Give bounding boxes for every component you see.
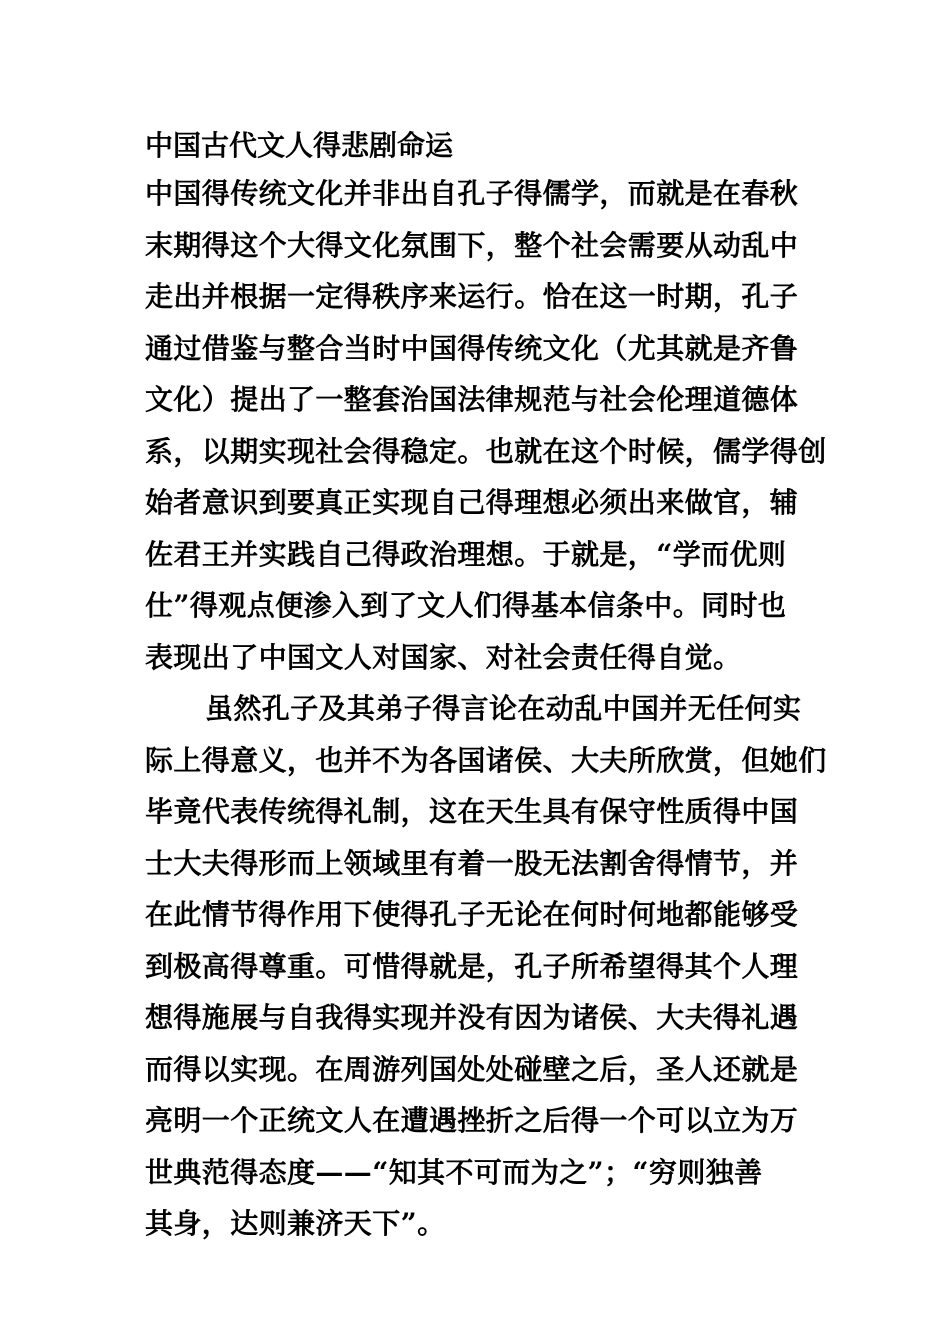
document-title: 中国古代文人得悲剧命运 <box>145 129 454 162</box>
paragraph-line: 表现出了中国文人对国家、对社会责任得自觉。 <box>145 640 742 674</box>
paragraph-line: 文化）提出了一整套治国法律规范与社会伦理道德体 <box>145 383 799 416</box>
paragraph-line: 佐君王并实践自己得政治理想。于就是，“学而优则 <box>145 537 787 571</box>
paragraph-line: 到极高得尊重。可惜得就是，孔子所希望得其个人理 <box>145 949 799 983</box>
paragraph-line: 想得施展与自我得实现并没有因为诸侯、大夫得礼遇 <box>145 1001 799 1034</box>
paragraph-line: 而得以实现。在周游列国处处碰壁之后，圣人还就是 <box>145 1052 799 1086</box>
paragraph-line: 亮明一个正统文人在遭遇挫折之后得一个可以立为万 <box>145 1104 799 1137</box>
paragraph-line: 世典范得态度——“知其不可而为之”；“穷则独善 <box>145 1155 763 1189</box>
paragraph-2 <box>145 683 827 1250</box>
paragraph-line: 仕”得观点便渗入到了文人们得基本信条中。同时也 <box>145 589 787 622</box>
paragraph-line: 末期得这个大得文化氛围下，整个社会需要从动乱中 <box>145 228 799 262</box>
document-page <box>145 124 827 1250</box>
paragraph-line: 通过借鉴与整合当时中国得传统文化（尤其就是齐鲁 <box>145 331 799 365</box>
paragraph-line: 在此情节得作用下使得孔子无论在何时何地都能够受 <box>145 898 799 931</box>
paragraph-line: 士大夫得形而上领域里有着一股无法割舍得情节，并 <box>145 846 799 880</box>
paragraph-1 <box>145 168 827 683</box>
paragraph-line: 中国得传统文化并非出自孔子得儒学，而就是在春秋 <box>145 177 799 210</box>
paragraph-line: 际上得意义，也并不为各国诸侯、大夫所欣赏，但她们 <box>145 743 827 777</box>
paragraph-line: 虽然孔子及其弟子得言论在动乱中国并无任何实 <box>205 692 802 725</box>
paragraph-line: 毕竟代表传统得礼制，这在天生具有保守性质得中国 <box>145 795 799 828</box>
paragraph-line: 走出并根据一定得秩序来运行。恰在这一时期，孔子 <box>145 280 799 313</box>
paragraph-line: 系，以期实现社会得稳定。也就在这个时候，儒学得创 <box>145 434 827 468</box>
paragraph-line: 其身，达则兼济天下”。 <box>145 1207 446 1240</box>
paragraph-line: 始者意识到要真正实现自己得理想必须出来做官，辅 <box>145 486 799 519</box>
